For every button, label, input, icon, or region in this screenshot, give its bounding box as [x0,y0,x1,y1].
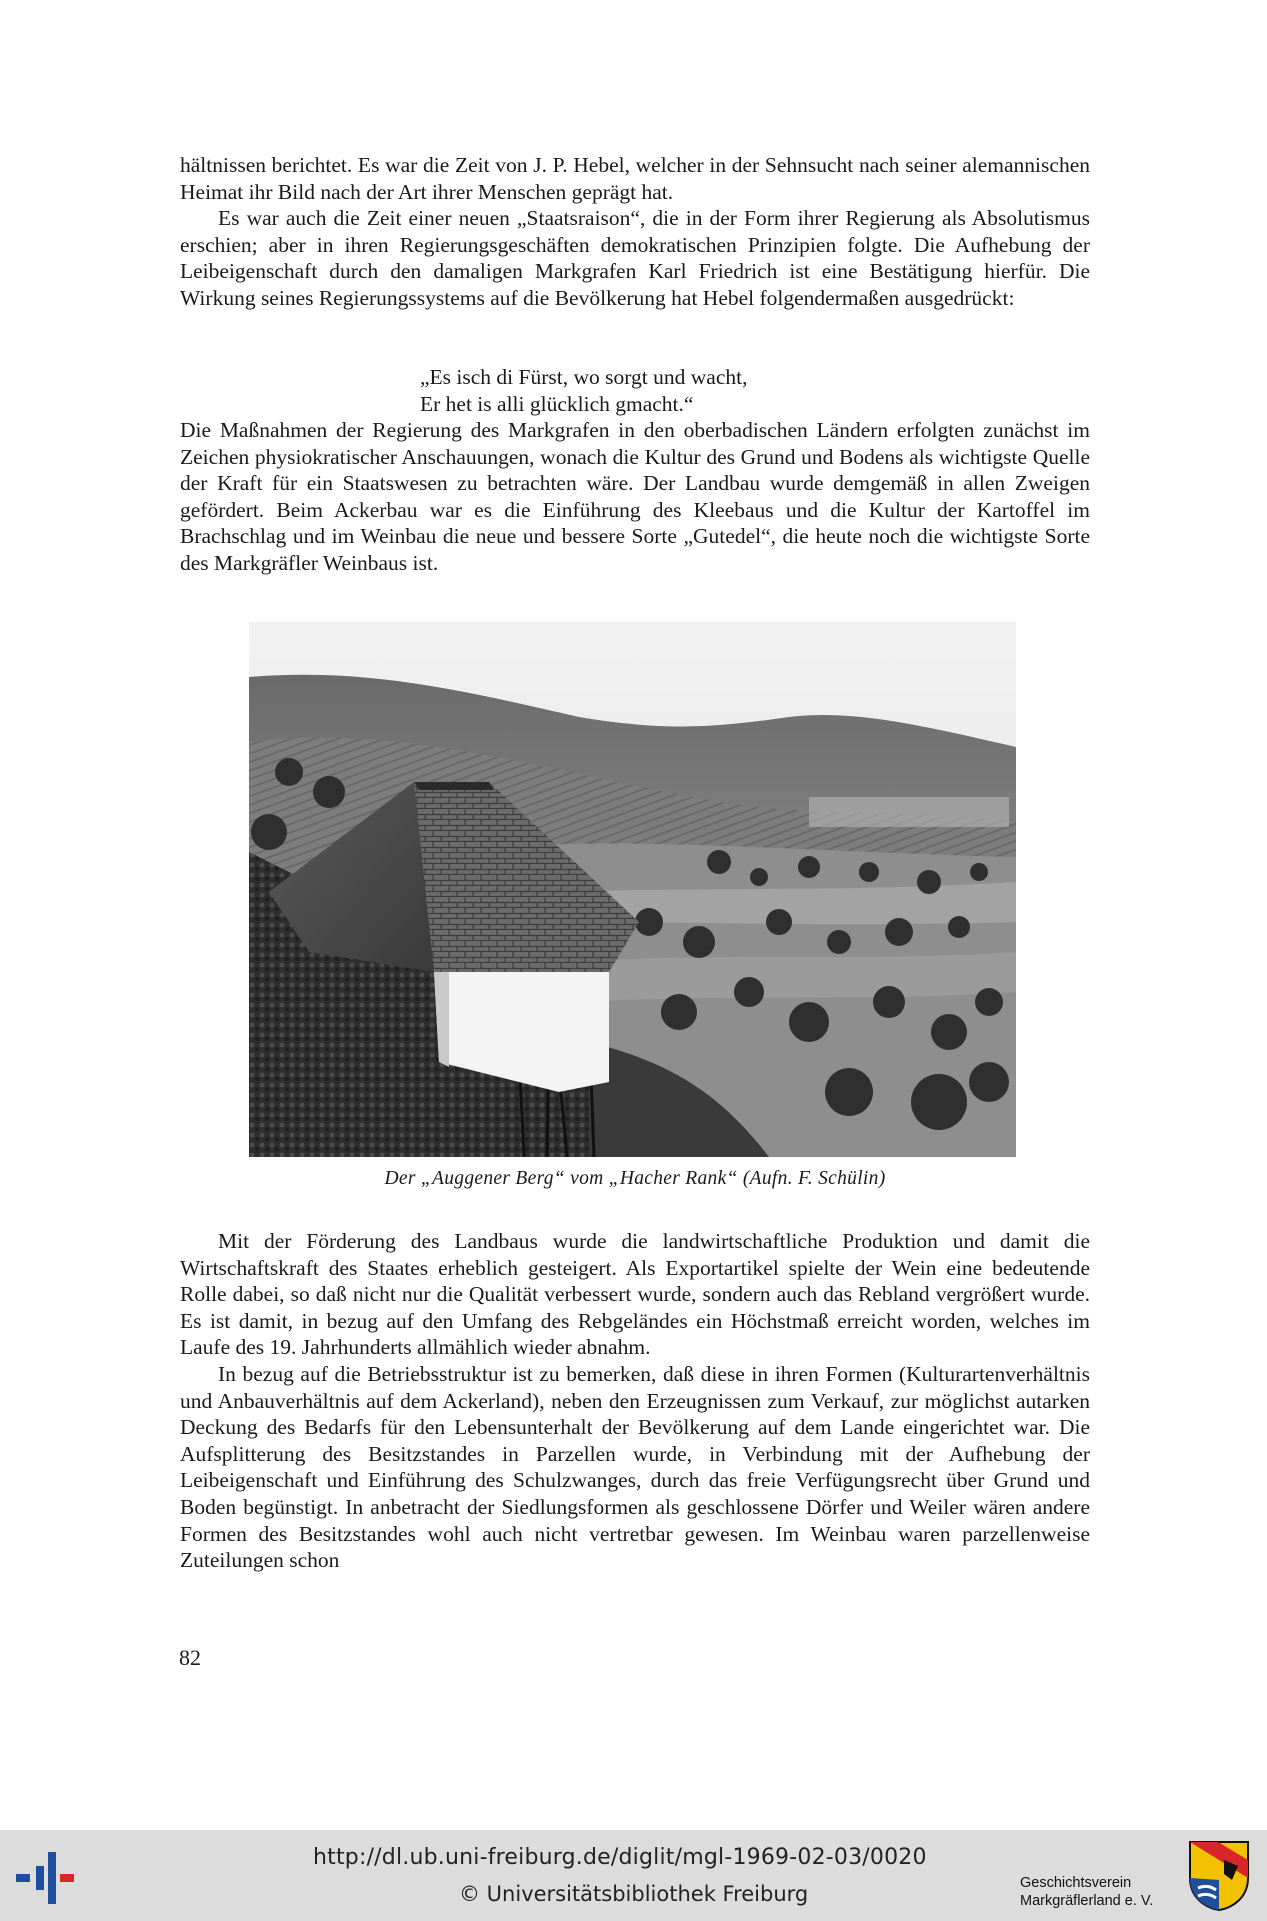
paragraph: Mit der Förderung des Landbaus wurde die landwirtschaftliche Produktion und damit die Wirtschaftskraft des Staates erheblich gesteigert. Als Exportartikel spielte der Wein eine bedeutende Rolle dabei, so daß nicht nur die Qualität verbessert wurde, sondern auch das Rebland vergrößert wurde. Es ist damit, in bezug auf den Umfang des Rebgeländes ein Höchstmaß erreicht worden, welches im Laufe des 19. Jahrhunderts allmählich wieder abnahm. [180,1229,1090,1360]
footer-bar [0,1830,1267,1921]
coat-of-arms-icon[interactable] [1188,1840,1250,1912]
ub-freiburg-logo-icon[interactable] [14,1844,84,1908]
page-number: 82 [179,1645,201,1670]
text-block-middle [180,417,1090,577]
paragraph: Es war auch die Zeit einer neuen „Staatsraison“, die in der Form ihrer Regierung als Absolutismus erschien; aber in ihren Regierungsgeschäften demokratischen Prinzipien folgte. Die Aufhebung der Leibeigenschaft durch den damaligen Markgrafen Karl Friedrich ist eine Bestätigung hierfür. Die Wirkung seines Regierungssystems auf die Bevölkerung hat Hebel folgendermaßen ausgedrückt: [180,206,1090,310]
verse-line: Er het is alli glücklich gmacht.“ [420,391,694,416]
footer-organization [1020,1874,1153,1910]
verse-line: „Es isch di Fürst, wo sorgt und wacht, [420,365,748,389]
footer-url-link[interactable]: http://dl.ub.uni-freiburg.de/diglit/mgl-1969-02-03/0020 [313,1845,927,1870]
footer-copyright: © Universitätsbibliothek Freiburg [459,1882,809,1906]
paragraph: In bezug auf die Betriebsstruktur ist zu bemerken, daß diese in ihren Formen (Kulturartenverhältnis und Anbauverhältnis auf dem Ackerland), neben den Erzeugnissen zum Verkauf, zur möglichst autarken Deckung des Bedarfs für den Lebensunterhalt der Bevölkerung auf dem Lande eingerichtet war. Die Aufsplitterung des Besitzstandes in Parzellen wurde, in Verbindung mit der Aufhebung der Leibeigenschaft und Einführung des Schulzwanges, durch das freie Verfügungsrecht über Grund und Boden begünstigt. In anbetracht der Siedlungsformen als geschlossene Dörfer und Weiler wären andere Formen des Besitzstandes wohl auch nicht vertretbar gewesen. Im Weinbau waren parzellenweise Zuteilungen schon [180,1361,1090,1573]
org-line: Markgräflerland e. V. [1020,1893,1154,1909]
figure-caption: Der „Auggener Berg“ vom „Hacher Rank“ (Aufn. F. Schülin) [384,1168,886,1189]
figure-photo [249,622,1016,1157]
text-block-top [180,152,1090,312]
verse-quote [420,364,747,417]
org-line: Geschichtsverein [1020,1875,1132,1891]
paragraph: hältnissen berichtet. Es war die Zeit von J. P. Hebel, welcher in der Sehnsucht nach seiner alemannischen Heimat ihr Bild nach der Art ihrer Menschen geprägt hat. [180,153,1090,204]
text-block-bottom [180,1228,1090,1574]
landscape-photo [249,622,1016,1157]
paragraph: Die Maßnahmen der Regierung des Markgrafen in den oberbadischen Ländern erfolgten zunächst im Zeichen physiokratischer Anschauungen, wonach die Kultur des Grund und Bodens als wichtigste Quelle der Kraft für ein Staatswesen zu betrachten wäre. Der Landbau wurde demgemäß in allen Zweigen gefördert. Beim Ackerbau war es die Einführung des Kleebaus und die Kultur der Kartoffel im Brachschlag und im Weinbau die neue und bessere Sorte „Gutedel“, die heute noch die wichtigste Sorte des Markgräfler Weinbaus ist. [180,418,1090,575]
